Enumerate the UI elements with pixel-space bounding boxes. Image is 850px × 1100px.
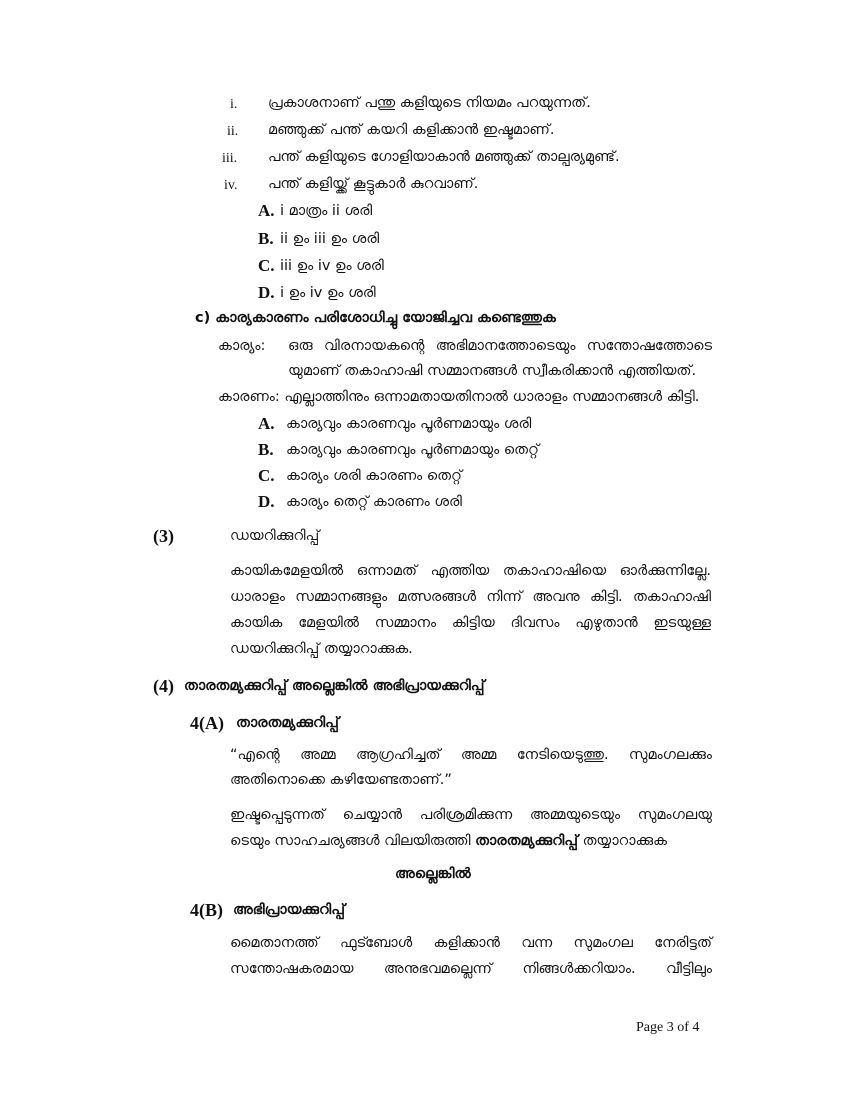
question-number: (3) [153, 526, 174, 546]
option-text: കാര്യവും കാരണവും പൂർണമായും ശരി [286, 416, 532, 432]
question-number: (4) [153, 676, 174, 696]
subquestion-title: അഭിപ്രായക്കുറിപ്പ് [233, 902, 345, 918]
option-letter: D. [258, 283, 275, 302]
paragraph-line: കായിക മേളയിൽ സമ്മാനം കിട്ടിയ ദിവസം എഴുതാൻ ഇടയുള്ള [230, 615, 711, 631]
option-letter: B. [258, 440, 274, 459]
paragraph-line: ധാരാളം സമ്മാനങ്ങളും മത്സരങ്ങൾ നിന്ന് അവനു കിട്ടി. തകാഹാഷി [230, 589, 711, 605]
subquestion-title: താരതമ്യക്കുറിപ്പ് [236, 715, 339, 731]
paragraph-line: ഡയറിക്കുറിപ്പ് തയ്യാറാക്കുക. [230, 641, 413, 657]
option-letter: C. [258, 256, 275, 275]
karanam-line: കാരണം: എല്ലാത്തിനും ഒന്നാമതായതിനാൽ ധാരാളം സമ്മാനങ്ങൾ കിട്ടി. [218, 389, 700, 405]
instruction-emphasis: താരതമ്യക്കുറിപ്പ് [475, 833, 578, 849]
option-letter: D. [258, 492, 275, 511]
paragraph-line: കായികമേളയിൽ ഒന്നാമത് എത്തിയ തകാഹാഷിയെ ഓർക്കുന്നില്ലേ. [230, 563, 711, 579]
statement-number: iv. [224, 178, 238, 193]
section-c-heading: c) കാര്യകാരണം പരിശോധിച്ചു യോജിച്ചവ കണ്ടെത്തുക [195, 310, 556, 326]
instruction-text: ടെയും സാഹചര്യങ്ങൾ വിലയിരുത്തി [230, 833, 471, 849]
statement-text: മഞ്ഞുക്ക് പന്ത് കയറി കളിക്കാൻ ഇഷ്ടമാണ്. [268, 122, 555, 138]
option-letter: A. [258, 201, 275, 220]
statement-number: iii. [222, 151, 238, 166]
paragraph-line: മൈതാനത്ത് ഫുട്ബോൾ കളിക്കാൻ വന്ന സുമംഗല നേരിട്ടത് [230, 935, 712, 951]
instruction-line [230, 833, 667, 849]
statement-number: i. [230, 97, 238, 112]
option-text: കാര്യം ശരി കാരണം തെറ്റ് [286, 468, 462, 484]
page-number: Page 3 of 4 [636, 1020, 700, 1035]
option-text: ii ഉം iii ഉം ശരി [280, 231, 380, 247]
karyam-line: ഒരു വിരനായകന്റെ അഭിമാനത്തോടെയും സന്തോഷത്തോടെ [288, 338, 712, 354]
statement-text: പ്രകാശനാണ് പന്തു കളിയുടെ നിയമം പറയുന്നത്. [268, 95, 591, 111]
paragraph-line: സന്തോഷകരമായ അനുഭവമല്ലെന്ന് നിങ്ങൾക്കറിയാം. വീട്ടിലും [230, 961, 712, 977]
option-text: iii ഉം iv ഉം ശരി [280, 258, 384, 274]
statement-number: ii. [227, 124, 239, 139]
instruction-line: ഇഷ്ടപ്പെടുന്നത് ചെയ്യാൻ പരിശ്രമിക്കുന്ന അമ്മയുടെയും സുമംഗലയു [230, 807, 712, 823]
subquestion-number: 4(B) [190, 900, 223, 920]
option-letter: A. [258, 414, 275, 433]
option-text: കാര്യം തെറ്റ് കാരണം ശരി [286, 494, 462, 510]
option-letter: B. [258, 229, 274, 248]
karyam-line: യുമാണ് തകാഹാഷി സമ്മാനങ്ങൾ സ്വീകരിക്കാൻ എത്തിയത്. [288, 363, 697, 379]
karyam-label: കാര്യം: [218, 338, 266, 354]
quote-line: അതിനൊക്കെ കഴിയേണ്ടതാണ്.” [230, 772, 452, 788]
option-text: കാര്യവും കാരണവും പൂർണമായും തെറ്റ് [286, 442, 539, 458]
option-text: i മാത്രം ii ശരി [280, 203, 373, 219]
question-title: ഡയറിക്കുറിപ്പ് [230, 528, 320, 544]
option-letter: C. [258, 466, 275, 485]
statement-text: പന്ത് കളിയ്ക്ക് കൂട്ടുകാർ കുറവാണ്. [268, 176, 479, 192]
quote-line: “എന്റെ അമ്മ ആഗ്രഹിച്ചത് അമ്മ നേടിയെടുത്തു. സുമംഗലക്കും [230, 747, 712, 763]
or-separator: അല്ലെങ്കിൽ [395, 866, 471, 882]
subquestion-number: 4(A) [190, 713, 224, 733]
option-text: i ഉം iv ഉം ശരി [280, 285, 376, 301]
statement-text: പന്ത് കളിയുടെ ഗോളിയാകാൻ മഞ്ഞുക്ക് താല്പര്യമുണ്ട്. [268, 149, 620, 165]
instruction-text: തയ്യാറാക്കുക [582, 833, 667, 849]
question-title: താരതമ്യക്കുറിപ്പ് അല്ലെങ്കിൽ അഭിപ്രായക്കുറിപ്പ് [184, 678, 485, 694]
